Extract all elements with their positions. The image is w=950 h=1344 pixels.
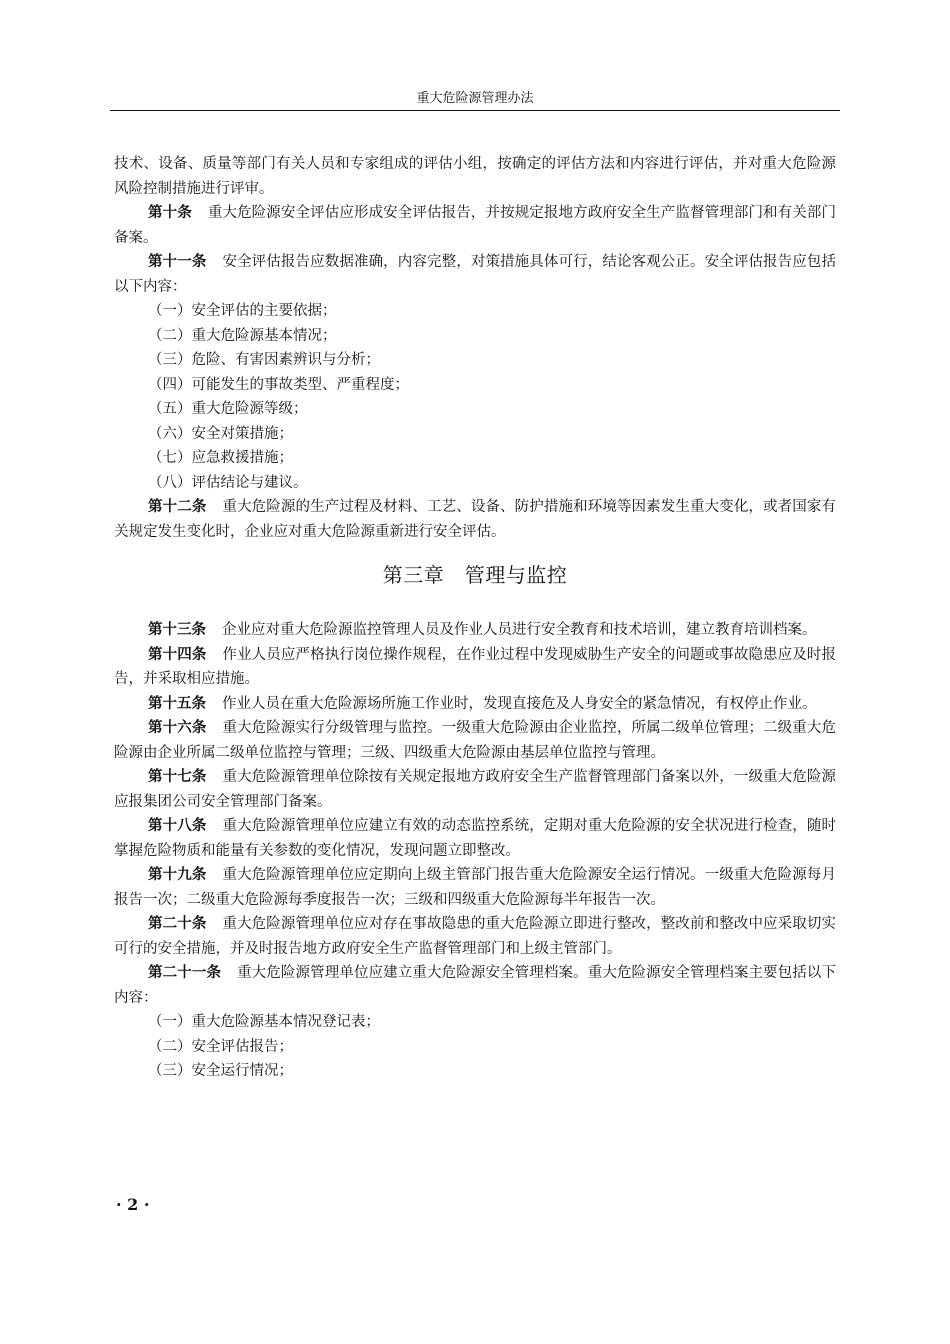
article-number: 第十九条 — [148, 866, 207, 883]
article-number: 第十八条 — [148, 817, 207, 834]
article-19 — [114, 863, 836, 912]
article-number: 第二十一条 — [148, 964, 222, 981]
article-number: 第十四条 — [148, 645, 207, 663]
article-13 — [114, 618, 836, 643]
article-text: 重大危险源管理单位应对存在事故隐患的重大危险源立即进行整改，整改前和整改中应采取切实可行的安全措施，并及时报告地方政府安全生产监督管理部门和上级主管部门。 — [114, 916, 837, 957]
article-12 — [114, 495, 836, 544]
article-text: 作业人员应严格执行岗位操作规程，在作业过程中发现威胁生产安全的问题或事故隐患应及时报告，并采取相应措施。 — [114, 646, 837, 687]
article-text: 安全评估报告应数据准确，内容完整，对策措施具体可行，结论客观公正。安全评估报告应包括以下内容： — [114, 254, 837, 295]
list-item: （二）安全评估报告； — [148, 1038, 293, 1055]
list-item: （二）重大危险源基本情况； — [148, 327, 337, 344]
article-20 — [114, 912, 836, 961]
running-header: 重大危险源管理办法 — [416, 91, 534, 106]
article-number: 第十五条 — [148, 694, 206, 712]
article-text: 作业人员在重大危险源场所施工作业时，发现直接危及人身安全的紧急情况，有权停止作业。 — [222, 695, 817, 712]
article-11 — [114, 250, 836, 299]
article-15 — [114, 692, 836, 717]
list-item: （五）重大危险源等级； — [148, 401, 308, 417]
document-body — [114, 152, 836, 1084]
article-text: 重大危险源管理单位应建立有效的动态监控系统，定期对重大危险源的安全状况进行检查，随时掌握危险物质和能量有关参数的变化情况，发现问题立即整改。 — [114, 818, 837, 859]
page-number: · 2 · — [116, 1195, 150, 1214]
list-item: （四）可能发生的事故类型、严重程度； — [148, 376, 409, 393]
list-item: （一）重大危险源基本情况登记表； — [148, 1014, 380, 1030]
article-number: 第十三条 — [148, 621, 206, 638]
list-item: （一）安全评估的主要依据； — [148, 303, 337, 319]
article-number: 第十二条 — [148, 498, 207, 515]
paragraph-text: 技术、设备、质量等部门有关人员和专家组成的评估小组，按确定的评估方法和内容进行评估，并对重大危险源风险控制措施进行评审。 — [114, 156, 836, 197]
article-text: 企业应对重大危险源监控管理人员及作业人员进行安全教育和技术培训，建立教育培训档案。 — [222, 622, 817, 638]
article-number: 第十七条 — [148, 768, 207, 785]
list-item: （三）危险、有害因素辨识与分析； — [148, 352, 380, 368]
article-text: 重大危险源管理单位除按有关规定报地方政府安全生产监督管理部门备案以外，一级重大危险源应报集团公司安全管理部门备案。 — [114, 769, 837, 810]
list-item: （六）安全对策措施； — [148, 425, 293, 442]
article-number: 第十一条 — [148, 253, 207, 270]
list-item: （八）评估结论与建议。 — [148, 474, 308, 491]
list-item: （三）安全运行情况； — [148, 1063, 293, 1079]
article-text: 重大危险源实行分级管理与监控。一级重大危险源由企业监控，所属二级单位管理；二级重大危险源由企业所属二级单位监控与管理；三级、四级重大危险源由基层单位监控与管理。 — [114, 720, 837, 761]
article-text: 重大危险源安全评估应形成安全评估报告，并按规定报地方政府安全生产监督管理部门和有关部门备案。 — [114, 205, 837, 246]
article-number: 第二十条 — [148, 915, 207, 932]
paragraph-continuation — [114, 152, 836, 201]
article-text: 重大危险源的生产过程及材料、工艺、设备、防护措施和环境等因素发生重大变化，或者国家有关规定发生变化时，企业应对重大危险源重新进行安全评估。 — [114, 499, 837, 540]
article-number: 第十六条 — [148, 719, 207, 736]
article-number: 第十条 — [148, 204, 192, 221]
article-21 — [114, 961, 836, 1010]
chapter-title: 第三章 管理与监控 — [382, 563, 568, 587]
article-18 — [114, 814, 836, 863]
article-text: 重大危险源管理单位应建立重大危险源安全管理档案。重大危险源安全管理档案主要包括以下内容： — [114, 965, 837, 1006]
article-10 — [114, 201, 836, 250]
article-text: 重大危险源管理单位应定期向上级主管部门报告重大危险源安全运行情况。一级重大危险源每月报告一次；二级重大危险源每季度报告一次；三级和四级重大危险源每半年报告一次。 — [114, 867, 837, 908]
article-17 — [114, 765, 836, 814]
list-item: （七）应急救援措施； — [148, 450, 293, 466]
article-16 — [114, 716, 836, 765]
header-rule — [110, 110, 840, 111]
article-14 — [114, 643, 836, 692]
